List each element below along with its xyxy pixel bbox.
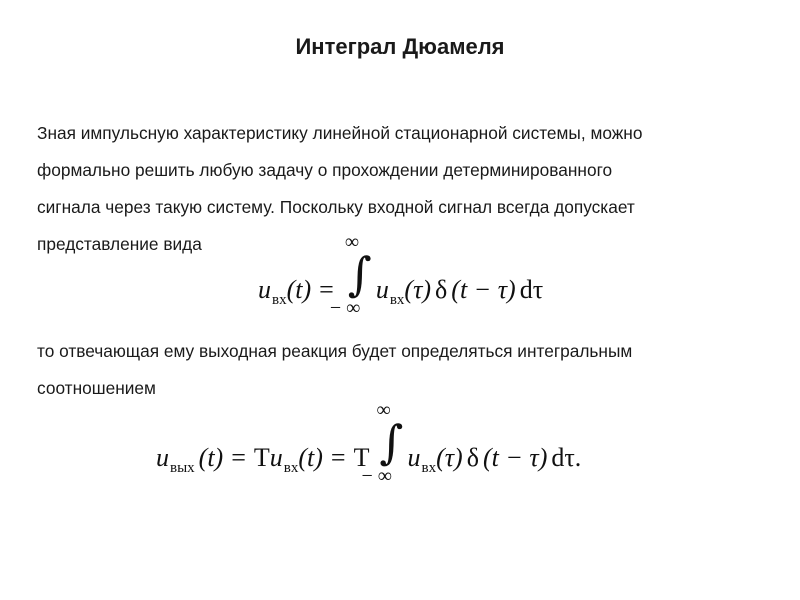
formula-arg-tau: (τ) bbox=[404, 275, 432, 304]
paragraph-line: формально решить любую задачу о прохождении детерминированного bbox=[37, 160, 613, 180]
integral-lower-limit: − ∞ bbox=[329, 297, 361, 319]
integral-sign bbox=[361, 399, 404, 487]
integral-sign bbox=[329, 231, 372, 319]
integral-glyph: ∫ bbox=[347, 247, 372, 301]
formula-operator-t: T bbox=[353, 443, 370, 472]
formula-subscript-in: вх bbox=[272, 292, 287, 308]
slide-title: Интеграл Дюамеля bbox=[295, 34, 505, 59]
formula-d-tau: dτ. bbox=[551, 443, 582, 472]
formula-subscript-in: вх bbox=[283, 460, 299, 476]
formula-arg-t: (t) bbox=[298, 443, 323, 472]
integral-lower-limit: − ∞ bbox=[361, 465, 393, 487]
formula-equals: = bbox=[330, 443, 346, 472]
formula-symbol-u: u bbox=[407, 443, 421, 472]
formula-subscript-out: вых bbox=[170, 460, 195, 476]
paragraph-output bbox=[37, 340, 777, 414]
formula-equals: = bbox=[319, 275, 334, 304]
formula-arg-t-minus-tau: (t − τ) bbox=[451, 275, 516, 304]
formula-delta: δ bbox=[466, 443, 479, 472]
formula-symbol-u: u bbox=[375, 275, 389, 304]
formula-output-signal bbox=[156, 399, 582, 487]
formula-delta: δ bbox=[435, 275, 448, 304]
formula-symbol-u: u bbox=[156, 443, 169, 472]
paragraph-line: представление вида bbox=[37, 234, 202, 254]
paragraph-intro bbox=[37, 122, 777, 270]
formula-symbol-u: u bbox=[258, 275, 271, 304]
formula-input-signal bbox=[258, 231, 544, 319]
formula-arg-t-minus-tau: (t − τ) bbox=[482, 443, 548, 472]
formula-subscript-in: вх bbox=[389, 292, 405, 308]
paragraph-line: соотношением bbox=[37, 378, 156, 398]
formula-arg-t: (t) bbox=[198, 443, 224, 472]
formula-equals: = bbox=[231, 443, 246, 472]
formula-arg-t: (t) bbox=[286, 275, 312, 304]
paragraph-line: сигнала через такую систему. Поскольку входной сигнал всегда допускает bbox=[37, 197, 635, 217]
formula-arg-tau: (τ) bbox=[436, 443, 463, 472]
paragraph-line: то отвечающая ему выходная реакция будет определяться интегральным bbox=[37, 341, 633, 361]
formula-symbol-u: u bbox=[269, 443, 283, 472]
paragraph-line: Зная импульсную характеристику линейной стационарной системы, можно bbox=[37, 123, 643, 143]
integral-upper-limit: ∞ bbox=[376, 399, 391, 421]
formula-operator-t: T bbox=[253, 443, 270, 472]
integral-glyph: ∫ bbox=[379, 415, 404, 469]
formula-subscript-in: вх bbox=[421, 460, 437, 476]
integral-upper-limit: ∞ bbox=[344, 231, 360, 253]
formula-d-tau: dτ bbox=[519, 275, 544, 304]
